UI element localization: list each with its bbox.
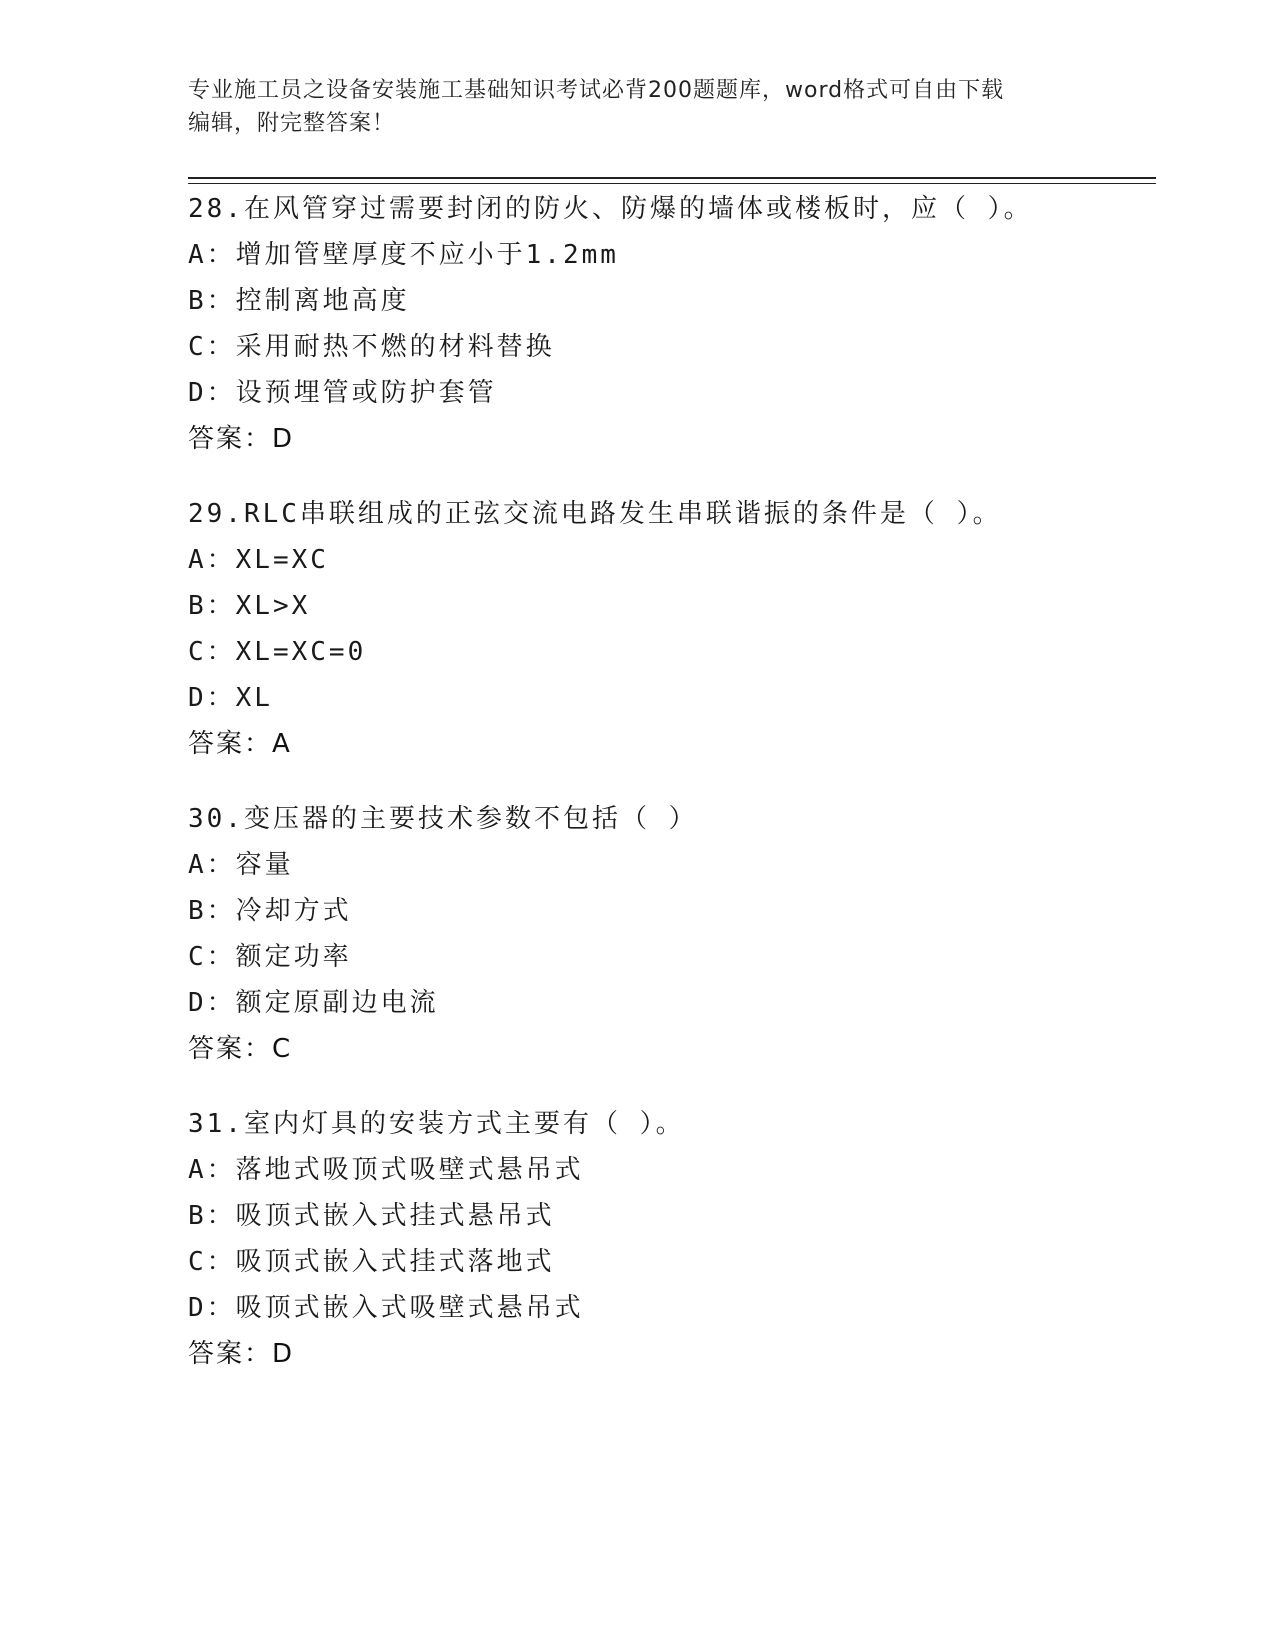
header-title-line-1: 专业施工员之设备安装施工基础知识考试必背200题题库，word格式可自由下载 [188, 78, 1005, 103]
header-title-line-2: 编辑，附完整答案！ [188, 111, 396, 136]
option-a: A：XL=XC [188, 545, 329, 575]
question-stem: 29.RLC串联组成的正弦交流电路发生串联谐振的条件是（ ）。 [188, 499, 1002, 529]
option-c: C：XL=XC=0 [188, 637, 367, 667]
question-block-30 [188, 796, 1148, 1072]
option-d: D：额定原副边电流 [188, 988, 439, 1018]
option-b: B：XL>X [188, 591, 311, 621]
option-b: B：控制离地高度 [188, 286, 410, 316]
option-c: C：额定功率 [188, 942, 352, 972]
option-a: A：容量 [188, 850, 294, 880]
question-block-29 [188, 491, 1148, 767]
question-block-28 [188, 186, 1148, 462]
question-stem: 31.室内灯具的安装方式主要有（ ）。 [188, 1109, 685, 1139]
answer-text: 答案：D [188, 424, 295, 454]
answer-text: 答案：A [188, 729, 292, 759]
header-divider-thin [188, 183, 1156, 184]
question-stem: 28.在风管穿过需要封闭的防火、防爆的墙体或楼板时，应（ ）。 [188, 194, 1033, 224]
document-header [188, 74, 1088, 140]
option-d: D：XL [188, 683, 273, 713]
option-c: C：采用耐热不燃的材料替换 [188, 332, 555, 362]
header-divider-thick [188, 177, 1156, 179]
question-block-31 [188, 1101, 1148, 1377]
option-d: D：吸顶式嵌入式吸壁式悬吊式 [188, 1293, 584, 1323]
question-stem: 30.变压器的主要技术参数不包括（ ） [188, 804, 698, 834]
option-a: A：落地式吸顶式吸壁式悬吊式 [188, 1155, 584, 1185]
option-b: B：冷却方式 [188, 896, 352, 926]
option-d: D：设预埋管或防护套管 [188, 378, 497, 408]
option-b: B：吸顶式嵌入式挂式悬吊式 [188, 1201, 555, 1231]
option-c: C：吸顶式嵌入式挂式落地式 [188, 1247, 555, 1277]
option-a: A：增加管壁厚度不应小于1.2mm [188, 240, 619, 270]
answer-text: 答案：C [188, 1034, 293, 1064]
answer-text: 答案：D [188, 1339, 295, 1369]
